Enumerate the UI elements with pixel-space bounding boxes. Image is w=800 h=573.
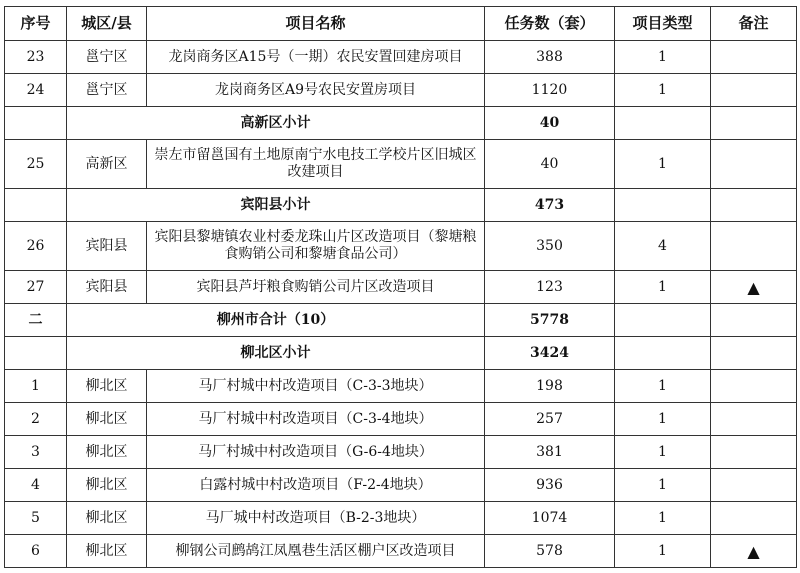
triangle-marker-icon: ▲: [711, 535, 797, 568]
row-seq: 2: [5, 403, 67, 436]
row-seq: [5, 337, 67, 370]
table-row: [5, 370, 797, 403]
row-seq: 4: [5, 469, 67, 502]
subtotal-count: 473: [485, 189, 615, 222]
row-project-name: 柳钢公司鹧鸪江凤凰巷生活区棚户区改造项目: [147, 535, 485, 568]
row-district: 宾阳县: [67, 222, 147, 271]
empty-cell: [615, 337, 711, 370]
project-table: [4, 6, 797, 568]
row-district: 柳北区: [67, 469, 147, 502]
row-task-count: 40: [485, 140, 615, 189]
row-project-type: 1: [615, 74, 711, 107]
subtotal-label: 高新区小计: [67, 107, 485, 140]
header-task-count: 任务数（套）: [485, 7, 615, 41]
row-project-name: 马厂村城中村改造项目（C-3-3地块）: [147, 370, 485, 403]
row-project-type: 4: [615, 222, 711, 271]
row-project-name: 宾阳县芦圩粮食购销公司片区改造项目: [147, 271, 485, 304]
triangle-marker-icon: ▲: [711, 271, 797, 304]
empty-cell: [711, 189, 797, 222]
table-row: [5, 222, 797, 271]
subtotal-count: 40: [485, 107, 615, 140]
row-task-count: 123: [485, 271, 615, 304]
row-task-count: 381: [485, 436, 615, 469]
header-seq: 序号: [5, 7, 67, 41]
row-district: 柳北区: [67, 535, 147, 568]
row-project-name: 崇左市留邕国有土地原南宁水电技工学校片区旧城区改建项目: [147, 140, 485, 189]
row-project-type: 1: [615, 370, 711, 403]
subtotal-count: 3424: [485, 337, 615, 370]
header-district: 城区/县: [67, 7, 147, 41]
row-project-name: 宾阳县黎塘镇农业村委龙珠山片区改造项目（黎塘粮食购销公司和黎塘食品公司）: [147, 222, 485, 271]
subtotal-label: 宾阳县小计: [67, 189, 485, 222]
subtotal-label: 柳北区小计: [67, 337, 485, 370]
row-note: [711, 370, 797, 403]
row-seq: 3: [5, 436, 67, 469]
row-project-type: 1: [615, 535, 711, 568]
row-project-type: 1: [615, 469, 711, 502]
row-district: 柳北区: [67, 502, 147, 535]
header-note: 备注: [711, 7, 797, 41]
table-row: [5, 436, 797, 469]
table-row: [5, 502, 797, 535]
empty-cell: [711, 337, 797, 370]
empty-cell: [711, 107, 797, 140]
row-note: [711, 140, 797, 189]
row-district: 高新区: [67, 140, 147, 189]
row-project-name: 马厂城中村改造项目（B-2-3地块）: [147, 502, 485, 535]
row-seq: 23: [5, 41, 67, 74]
table-row: [5, 41, 797, 74]
row-note: [711, 41, 797, 74]
subtotal-row: [5, 189, 797, 222]
empty-cell: [615, 107, 711, 140]
row-note: [711, 222, 797, 271]
empty-cell: [615, 189, 711, 222]
row-task-count: 1120: [485, 74, 615, 107]
table-row: [5, 469, 797, 502]
empty-cell: [711, 304, 797, 337]
row-project-name: 龙岗商务区A15号（一期）农民安置回建房项目: [147, 41, 485, 74]
empty-cell: [615, 304, 711, 337]
row-task-count: 388: [485, 41, 615, 74]
row-task-count: 257: [485, 403, 615, 436]
row-seq: 二: [5, 304, 67, 337]
row-project-type: 1: [615, 403, 711, 436]
row-task-count: 1074: [485, 502, 615, 535]
row-task-count: 936: [485, 469, 615, 502]
row-note: [711, 436, 797, 469]
row-seq: 25: [5, 140, 67, 189]
table-body: [5, 41, 797, 568]
row-project-type: 1: [615, 271, 711, 304]
table-row: [5, 403, 797, 436]
row-district: 柳北区: [67, 403, 147, 436]
subtotal-count: 5778: [485, 304, 615, 337]
subtotal-row: [5, 107, 797, 140]
row-task-count: 198: [485, 370, 615, 403]
row-seq: 27: [5, 271, 67, 304]
row-task-count: 578: [485, 535, 615, 568]
header-project-type: 项目类型: [615, 7, 711, 41]
row-project-name: 马厂村城中村改造项目（G-6-4地块）: [147, 436, 485, 469]
header-project-name: 项目名称: [147, 7, 485, 41]
row-task-count: 350: [485, 222, 615, 271]
row-seq: [5, 107, 67, 140]
header-row: [5, 7, 797, 41]
row-district: 宾阳县: [67, 271, 147, 304]
row-note: [711, 403, 797, 436]
row-note: [711, 74, 797, 107]
table-row: [5, 271, 797, 304]
row-district: 邕宁区: [67, 74, 147, 107]
table-row: [5, 140, 797, 189]
table-row: [5, 74, 797, 107]
row-seq: [5, 189, 67, 222]
row-district: 柳北区: [67, 370, 147, 403]
row-seq: 24: [5, 74, 67, 107]
row-note: [711, 469, 797, 502]
row-seq: 5: [5, 502, 67, 535]
subtotal-row: [5, 304, 797, 337]
subtotal-label: 柳州市合计（10）: [67, 304, 485, 337]
row-district: 柳北区: [67, 436, 147, 469]
row-seq: 1: [5, 370, 67, 403]
row-project-type: 1: [615, 502, 711, 535]
row-seq: 26: [5, 222, 67, 271]
row-project-type: 1: [615, 436, 711, 469]
table-row: [5, 535, 797, 568]
row-project-type: 1: [615, 41, 711, 74]
subtotal-row: [5, 337, 797, 370]
row-project-type: 1: [615, 140, 711, 189]
row-project-name: 马厂村城中村改造项目（C-3-4地块）: [147, 403, 485, 436]
row-district: 邕宁区: [67, 41, 147, 74]
row-project-name: 白露村城中村改造项目（F-2-4地块）: [147, 469, 485, 502]
row-note: [711, 502, 797, 535]
row-seq: 6: [5, 535, 67, 568]
row-project-name: 龙岗商务区A9号农民安置房项目: [147, 74, 485, 107]
